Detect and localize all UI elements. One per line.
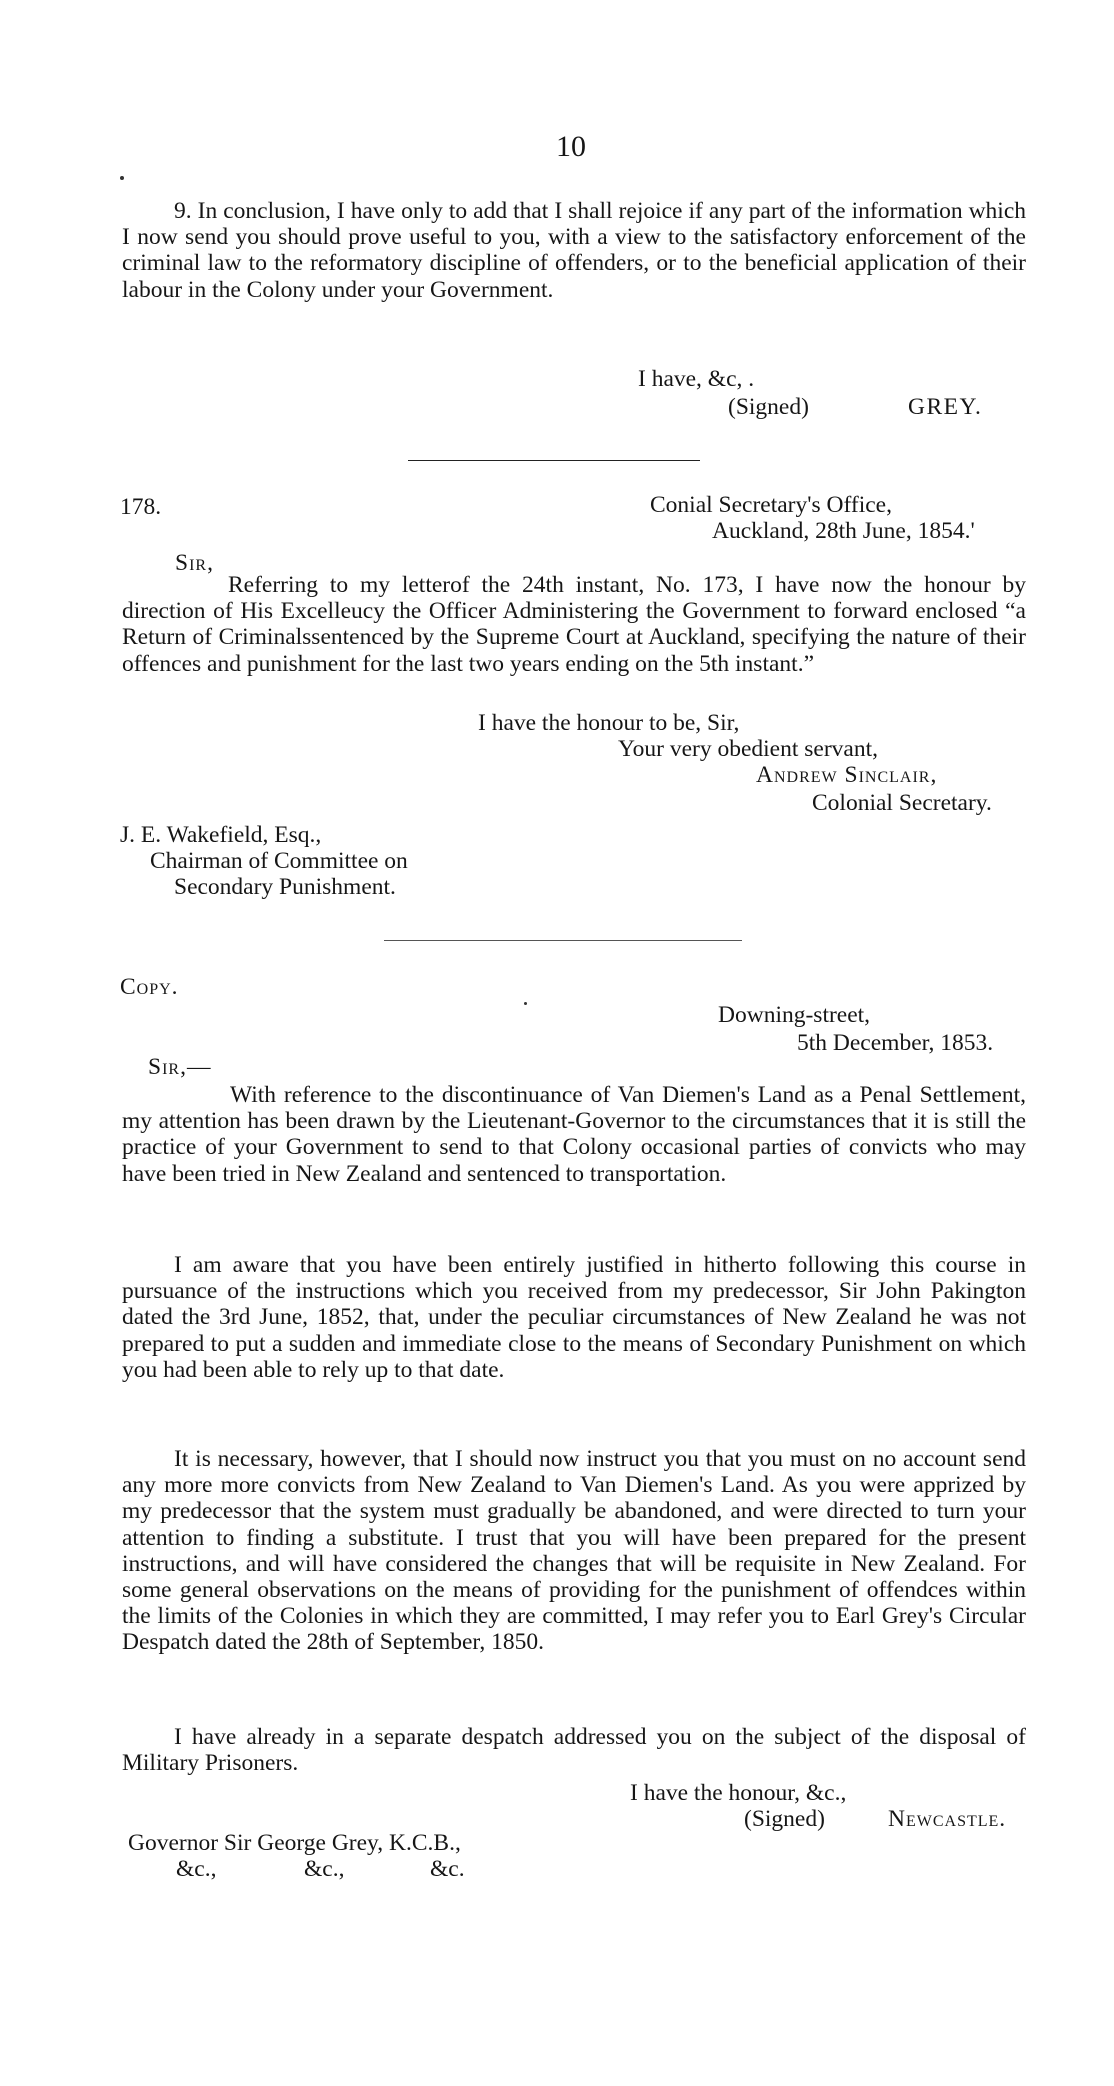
letter-closing: I have the honour to be, Sir, (478, 710, 740, 736)
copy-paragraph-4: I have already in a separate despatch addressed you on the subject of the disposal of Military Prisoners. (122, 1724, 1026, 1777)
copy-etc-2: &c., (304, 1856, 345, 1882)
section-divider-2 (384, 940, 742, 941)
addressee-role: Chairman of Committee on (150, 848, 408, 874)
closing-paragraph-block (122, 198, 1026, 303)
copy-paragraph-2: I am aware that you have been entirely justified in hitherto following this course in pursuance of the instructions which you received from my predecessor, Sir John Pakington dated the 3rd June, 1852, that, under the peculiar circumstances of New Zealand he was not prepared to put a sudden and immediate close to the means of Secondary Punishment on which you had been able to rely up to that date. (122, 1252, 1026, 1383)
letter-178-body-block (122, 572, 1026, 677)
copy-paragraph-3: It is necessary, however, that I should now instruct you that you must on no account send any more more convicts from New Zealand to Van Diemen's Land. As you were apprized by my predecessor that the system must gradually be abandoned, and were directed to turn your attention to finding a substitute. I trust that you will have been prepared for the present instructions, and will have considered the changes that will be requisite in New Zealand. For some general observations on the means of providing for the punishment of offendces within the limits of the Colonies in which they are committed, I may refer you to Earl Grey's Circular Despatch dated the 28th of September, 1850. (122, 1446, 1026, 1656)
addressee-name: J. E. Wakefield, Esq., (120, 822, 322, 848)
stray-mark (120, 176, 124, 180)
letter-servant: Your very obedient servant, (618, 736, 878, 762)
copy-paragraph-1: With reference to the discontinuance of Van Diemen's Land as a Penal Settlement, my attention has been drawn by the Lieutenant-Governor to the circumstances that it is still the practice of your Government to send to that Colony occasional parties of convicts who may have been tried in New Zealand and sentenced to transportation. (122, 1082, 1026, 1187)
stray-mark-2 (524, 1002, 527, 1005)
closing-paragraph: 9. In conclusion, I have only to add that I shall rejoice if any part of the information which I now send you should prove useful to you, with a view to the satisfactory enforcement of the criminal law to the reformatory discipline of offenders, or to the beneficial application of their labour in the Colony under your Government. (122, 198, 1026, 303)
grey-signed-label: (Signed) (728, 394, 809, 420)
copy-paragraph-4-block (122, 1724, 1026, 1776)
section-divider (408, 460, 700, 461)
copy-paragraph-3-block (122, 1446, 1026, 1656)
grey-signatory: GREY. (908, 394, 983, 420)
copy-date: 5th December, 1853. (797, 1030, 994, 1056)
addressee-role-continued: Secondary Punishment. (174, 874, 396, 900)
letter-178-body: Referring to my letterof the 24th instant, No. 173, I have now the honour by direction of His Excelleucy the Officer Administering the Government to forward enclosed “a Return of Criminalssentenced by the Supreme Court at Auckland, specifying the nature of their offences and punishment for the last two years ending on the 5th instant.” (122, 572, 1026, 677)
letter-number: 178. (120, 494, 162, 520)
copy-signatory: Newcastle. (888, 1806, 1007, 1832)
copy-paragraph-2-block (122, 1252, 1026, 1383)
copy-etc-1: &c., (176, 1856, 217, 1882)
grey-sign-off: I have, &c, . (638, 366, 755, 392)
copy-addressee: Governor Sir George Grey, K.C.B., (128, 1830, 461, 1856)
copy-signed-label: (Signed) (744, 1806, 825, 1832)
copy-salutation: Sir,— (148, 1054, 212, 1080)
letter-place-date: Auckland, 28th June, 1854.' (712, 518, 975, 544)
copy-place: Downing-street, (718, 1002, 871, 1028)
copy-paragraph-1-block (122, 1082, 1026, 1187)
letter-signer-title: Colonial Secretary. (812, 790, 992, 816)
letter-signer: Andrew Sinclair, (756, 762, 938, 788)
letter-office: Conial Secretary's Office, (650, 492, 892, 518)
page-number: 10 (556, 130, 586, 163)
copy-etc-3: &c. (430, 1856, 465, 1882)
copy-heading: Copy. (120, 974, 179, 1000)
letter-salutation: Sir, (175, 550, 214, 576)
copy-sign-off: I have the honour, &c., (630, 1780, 847, 1806)
